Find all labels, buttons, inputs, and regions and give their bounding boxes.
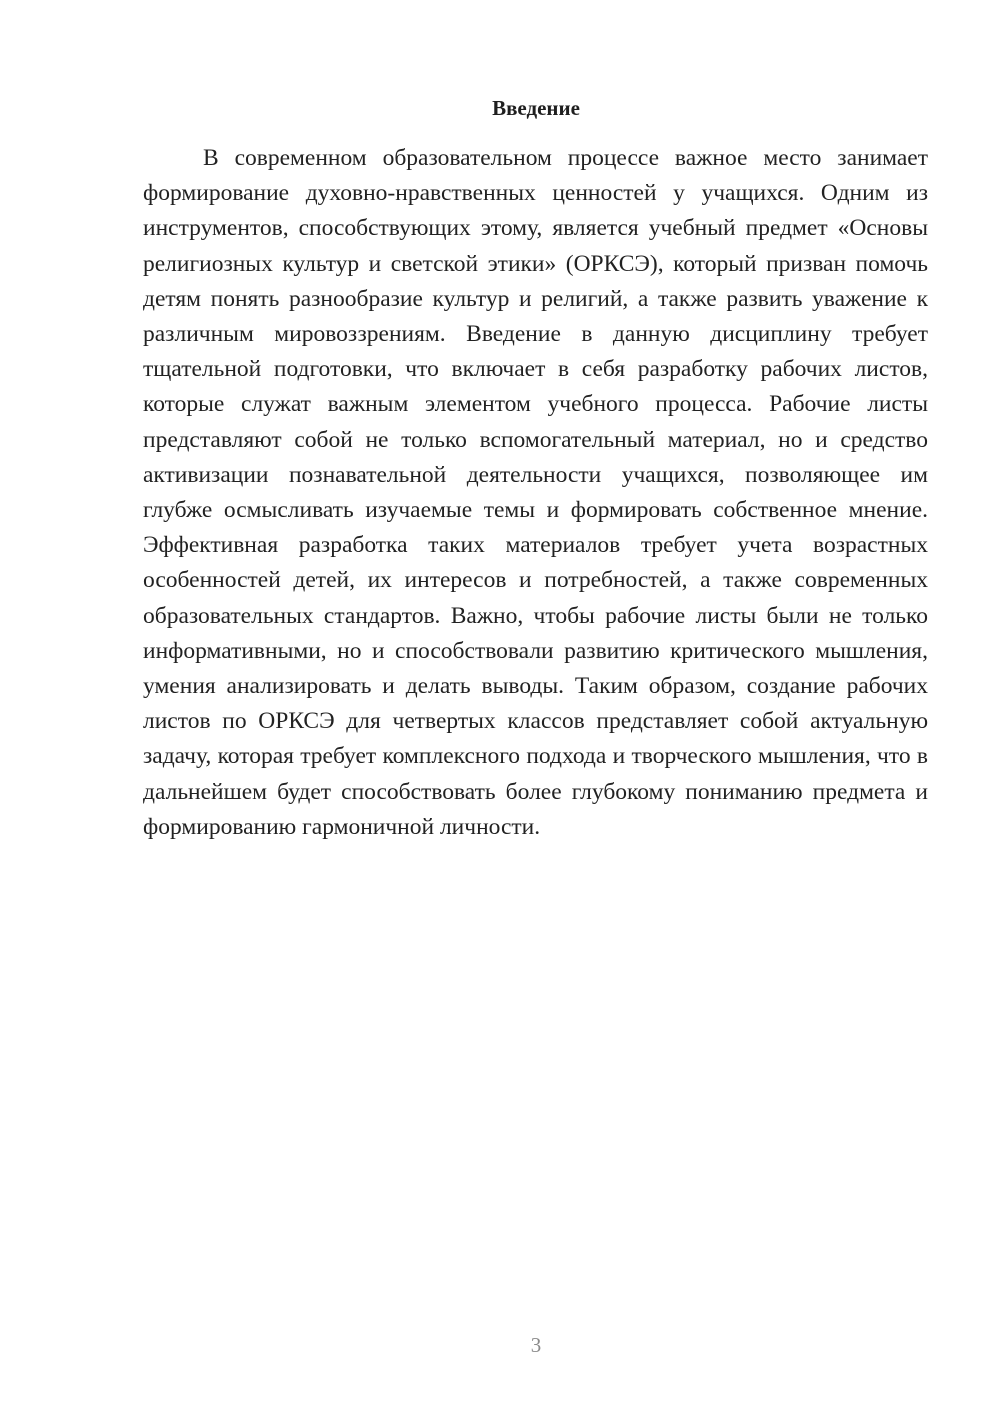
body-paragraph: В современном образовательном процессе важное место занимает формирование духовно-нравственных ценностей у учащихся. Одним из инструментов, способствующих этому, является учебный предмет «Основы религиозных культур и светской этики» (ОРКСЭ), который призван помочь детям понять разнообразие культур и религий, а также развить уважение к различным мировоззрениям. Введение в данную дисциплину требует тщательной подготовки, что включает в себя разработку рабочих листов, которые служат важным элементом учебного процесса. Рабочие листы представляют собой не только вспомогательный материал, но и средство активизации познавательной деятельности учащихся, позволяющее им глубже осмысливать изучаемые темы и формировать собственное мнение. Эффективная разработка таких материалов требует учета возрастных особенностей детей, их интересов и потребностей, а также современных образовательных стандартов. Важно, чтобы рабочие листы были не только информативными, но и способствовали развитию критического мышления, умения анализировать и делать выводы. Таким образом, создание рабочих листов по ОРКСЭ для четвертых классов представляет собой актуальную задачу, которая требует комплексного подхода и творческого мышления, что в дальнейшем будет способствовать более глубокому пониманию предмета и формированию гармоничной личности. xyxy=(143,145,928,840)
section-heading: Введение xyxy=(492,96,580,120)
page-number: 3 xyxy=(530,1333,542,1357)
